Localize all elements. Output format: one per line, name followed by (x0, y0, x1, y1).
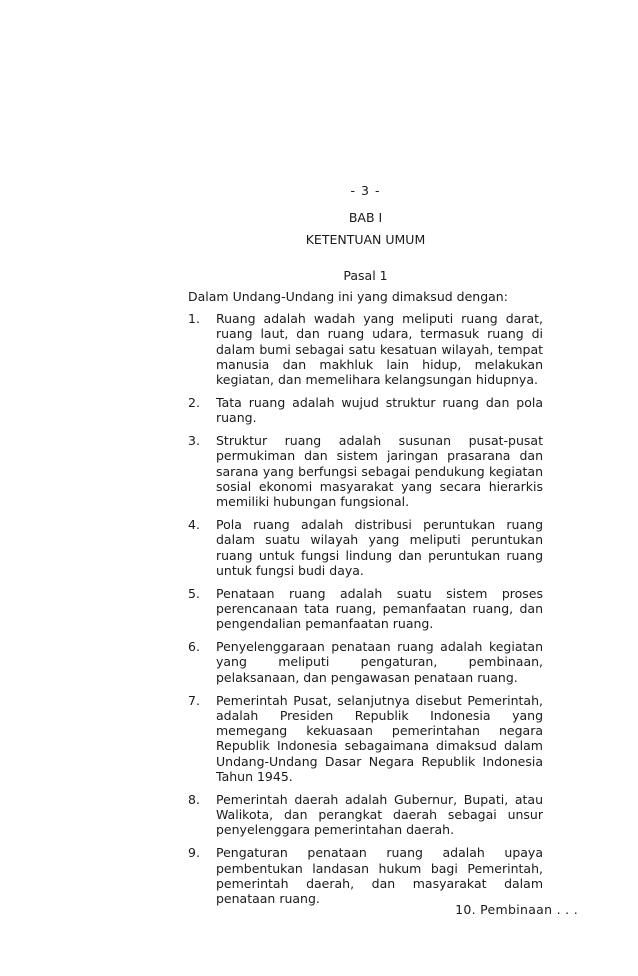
definition-number: 3. (188, 433, 200, 449)
definition-text: Penyelenggaraan penataan ruang adalah kegiatan yang meliputi pengaturan, pembinaan, pelaksanaan, dan pengawasan penataan ruang. (216, 639, 543, 685)
definition-item (188, 693, 543, 785)
definition-item (188, 586, 543, 632)
definition-number: 1. (188, 311, 200, 326)
definition-text: Pengaturan penataan ruang adalah upaya pembentukan landasan hukum bagi Pemerintah, pemerintah daerah, dan masyarakat dalam penataan ruang. (216, 845, 543, 907)
definition-number: 6. (188, 639, 200, 655)
definition-item (188, 311, 543, 387)
definition-number: 4. (188, 517, 200, 533)
definition-item (188, 792, 543, 838)
article-intro: Dalam Undang-Undang ini yang dimaksud dengan: (188, 289, 508, 304)
definition-text: Struktur ruang adalah susunan pusat-pusat permukiman dan sistem jaringan prasarana dan sarana yang berfungsi sebagai pendukung kegiatan sosial ekonomi masyarakat yang secara hierarkis memiliki hubungan fungsional. (216, 433, 543, 510)
page-number: - 3 - (350, 183, 381, 198)
chapter-title: KETENTUAN UMUM (305, 232, 426, 247)
definition-text: Pola ruang adalah distribusi peruntukan ruang dalam suatu wilayah yang meliputi peruntukan ruang untuk fungsi lindung dan peruntukan ruang untuk fungsi budi daya. (216, 517, 543, 578)
definition-text: Ruang adalah wadah yang meliputi ruang darat, ruang laut, dan ruang udara, termasuk ruang di dalam bumi sebagai satu kesatuan wilayah, tempat manusia dan makhluk lain hidup, melakukan kegiatan, dan memelihara kelangsungan hidupnya. (216, 311, 543, 388)
definition-text: Tata ruang adalah wujud struktur ruang dan pola ruang. (216, 394, 543, 426)
definition-item (188, 517, 543, 578)
chapter-heading: BAB I (348, 210, 383, 225)
definition-text: Pemerintah daerah adalah Gubernur, Bupati, atau Walikota, dan perangkat daerah sebagai unsur penyelenggara pemerintahan daerah. (216, 791, 543, 838)
definitions-list (188, 311, 543, 914)
definition-item (188, 639, 543, 685)
definition-text: Pemerintah Pusat, selanjutnya disebut Pemerintah, adalah Presiden Republik Indonesia yang memegang kekuasaan pemerintahan negara Republik Indonesia sebagaimana dimaksud dalam Undang-Undang Dasar Negara Republik Indonesia Tahun 1945. (216, 692, 543, 785)
definition-item (188, 433, 543, 509)
definition-number: 2. (188, 394, 200, 410)
definition-item (188, 845, 543, 906)
definition-number: 9. (188, 845, 200, 861)
definition-text: Penataan ruang adalah suatu sistem proses perencanaan tata ruang, pemanfaatan ruang, dan pengendalian pemanfaatan ruang. (216, 585, 543, 632)
continuation-marker: 10. Pembinaan . . . (455, 902, 578, 917)
definition-number: 5. (188, 585, 200, 601)
definition-number: 8. (188, 791, 200, 807)
definition-number: 7. (188, 692, 200, 708)
definition-item (188, 395, 543, 426)
article-heading: Pasal 1 (343, 268, 388, 283)
